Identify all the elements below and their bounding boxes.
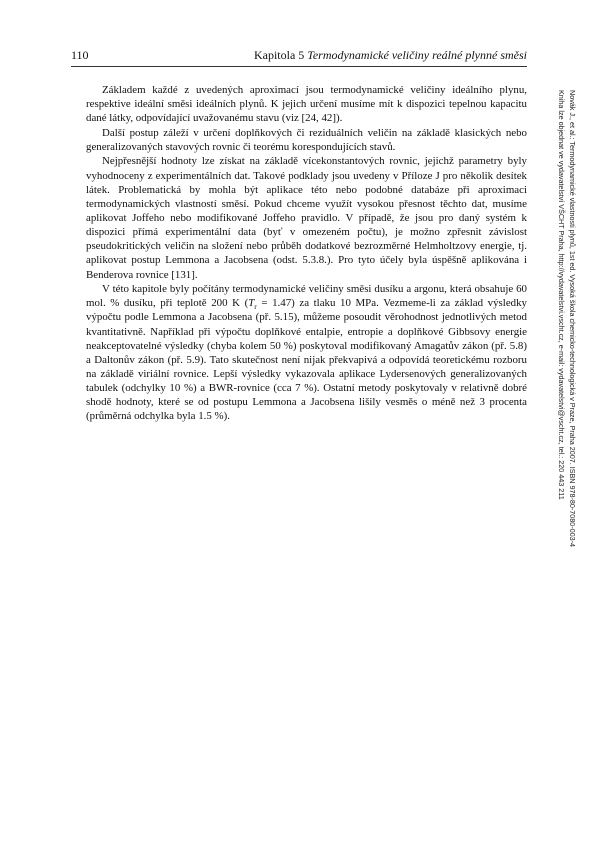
- citation-line: Novák J., et al.: Termodynamické vlastnosti plynů, 1st ed. Vysoká škola chemicko-technologická v Praze, Praha 2007. ISBN 978-80-7080-003-4: [568, 90, 577, 548]
- paragraph-multiconstant-equations: Nejpřesnější hodnoty lze získat na základě vícekonstantových rovnic, jejichž parametry byly vyhodnoceny z experimentálních dat. Takové podklady jsou uvedeny v Příloze J pro několik desítek látek. Problematická by mohla být aplikace této nebo podobné databáze při aproximaci termodynamických vlastností směsí. Pokud chceme využít vysokou přesnost těchto dat, musíme aplikovat Joffeho nebo modifikované Joffeho pravidlo. V případě, že jsou pro daný systém k dispozici přímá experimentální data (byť v omezeném počtu), je možno zpřesnit závislost pseudokritických veličin na složení nebo průběh dodatkové bezrozměrné Helmholtzovy energie, tj. aplikovat postup Lemmona a Jacobsena (odst. 5.3.8.). Pro tyto účely byla úspěšně aplikována i Benderova rovnice [131].: [86, 155, 527, 281]
- reduced-temperature-subscript: r: [254, 302, 257, 312]
- page-number: 110: [71, 48, 89, 62]
- results-text-after: = 1.47) za tlaku 10 MPa. Vezmeme-li za základ výsledky výpočtu podle Lemmona a Jacobsena (př. 5.15), můžeme posoudit věrohodnost jednotlivých metod kvantitativně. Například při výpočtu doplňkové entalpie, entropie a doplňkové Gibbsovy energie neakceptovatelné výsledky (chyba kolem 50 %) poskytoval modifikovaný Amagatův zákon (př. 5.8) a Daltonův zákon (př. 5.9). Tato skutečnost není nijak překvapivá a odpovídá teoretickému rozboru na základě viriální rovnice. Lepší výsledky vykazovala aplikace Lydersenových generalizovaných tabulek (odchylky 10 %) a BWR-rovnice (cca 7 %). Ostatní metody poskytovaly v relativně dobré shodě hodnoty, které se od postupu Lemmona a Jacobsena lišily vesměs o méně než 3 procenta (průměrná odchylka byla 1.5 %).: [86, 297, 527, 423]
- chapter-title: Termodynamické veličiny reálné plynné směsi: [307, 48, 527, 62]
- paragraph-approximation-basis: Základem každé z uvedených aproximací jsou termodynamické veličiny ideálního plynu, respektive ideální směsi ideálních plynů. K jejich určení musíme mít k dispozici tepelnou kapacitu dané látky, odpovídající uvažovanému stavu (viz [24, 42]).: [86, 84, 527, 125]
- side-citation-note: [538, 90, 578, 690]
- ordering-info-line: Kniha lze objednat ve vydavatelství VŠCHT Praha, http://vydavatelstvi.vscht.cz, e-mail: vydavatelstvi@vscht.cz, tel.: 220 443 211: [557, 90, 566, 500]
- results-text-before: V této kapitole byly počítány termodynamické veličiny směsi dusíku a argonu, která obsahuje 60 mol. % dusíku, při teplotě 200 K (: [86, 283, 527, 310]
- header-rule: [71, 66, 527, 67]
- reduced-temperature-symbol: T: [248, 297, 255, 310]
- paragraph-residual-quantities: Další postup záleží v určení doplňkových či reziduálních veličin na základě klasických nebo generalizovaných stavových rovnic či teorému korespondujících stavů.: [86, 126, 527, 153]
- main-text: [86, 83, 527, 424]
- paragraph-nitrogen-argon-results: [86, 282, 527, 424]
- page-header: [71, 47, 527, 63]
- running-head: [254, 47, 527, 63]
- chapter-label: Kapitola 5: [253, 48, 305, 62]
